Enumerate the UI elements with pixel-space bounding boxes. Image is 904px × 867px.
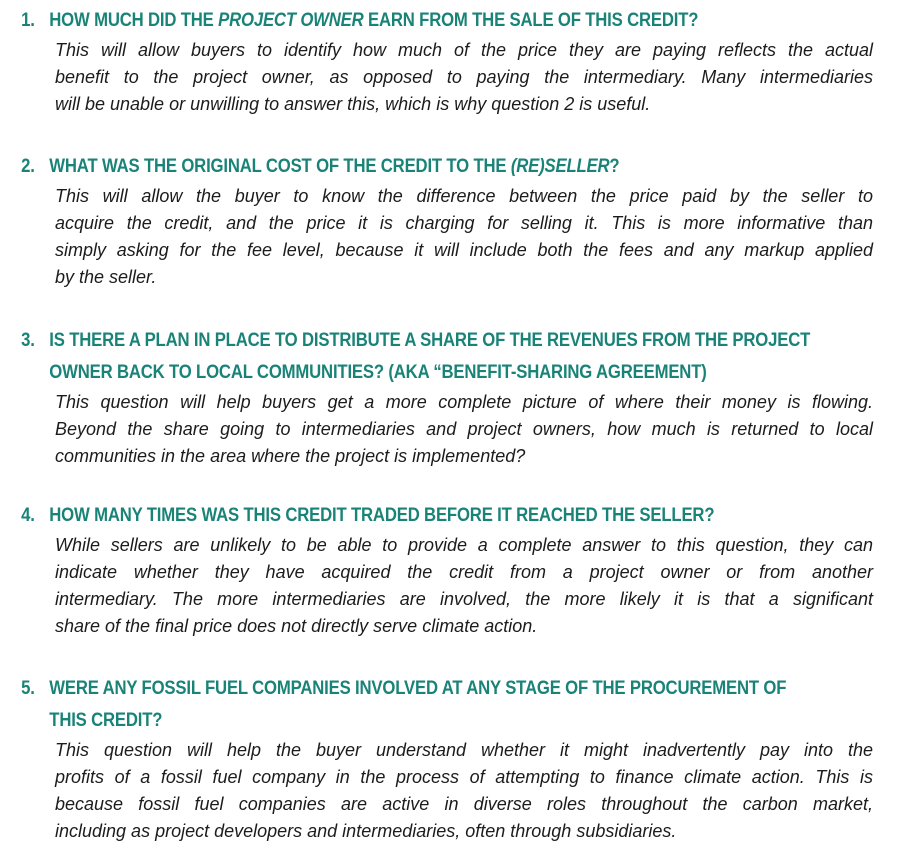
question-4-heading: 4. HOW MANY TIMES WAS THIS CREDIT TRADED BEFORE IT REACHED THE SELLER? — [0, 500, 796, 532]
question-5-number: 5. — [21, 678, 35, 699]
question-3-body: This question will help buyers get a more complete picture of where their money is flowing. Beyond the share going to intermediaries and project owners, how much is returned to local communities in the area where the project is implemented? — [55, 392, 873, 466]
question-4-number: 4. — [21, 505, 35, 526]
question-5 — [0, 673, 904, 845]
project-owner-emphasis: PROJECT OWNER — [218, 10, 364, 31]
reseller-emphasis: (RE)SELLER — [510, 156, 610, 177]
question-4-body: While sellers are unlikely to be able to provide a complete answer to this question, they can indicate whether they have acquired the credit from a project owner or from another intermediary. The more intermediaries are involved, the more likely it is that a significant share of the final price does not directly serve climate action. — [55, 535, 873, 636]
question-1-body: This will allow buyers to identify how much of the price they are paying reflects the actual benefit to the project owner, as opposed to paying the intermediary. Many intermediaries will be unable or unwilling to answer this, which is why question 2 is useful. — [55, 40, 873, 114]
question-5-heading: 5. WERE ANY FOSSIL FUEL COMPANIES INVOLVED AT ANY STAGE OF THE PROCUREMENT OF THIS CREDIT? — [0, 673, 796, 737]
question-2-body: This will allow the buyer to know the difference between the price paid by the seller to acquire the credit, and the price it is charging for selling it. This is more informative than simply asking for the fee level, because it will include both the fees and any markup applied by the seller. — [55, 186, 873, 287]
question-1-number: 1. — [21, 10, 35, 31]
question-2 — [0, 151, 904, 291]
question-3-heading: 3. IS THERE A PLAN IN PLACE TO DISTRIBUTE A SHARE OF THE REVENUES FROM THE PROJECT OWNER BACK TO LOCAL COMMUNITIES? (AKA “BENEFIT-SHARING AGREEMENT) — [0, 325, 796, 389]
question-2-number: 2. — [21, 156, 35, 177]
question-1-heading: 1. HOW MUCH DID THE PROJECT OWNER EARN FROM THE SALE OF THIS CREDIT? — [0, 5, 796, 37]
question-3-number: 3. — [21, 330, 35, 351]
question-2-heading: 2. WHAT WAS THE ORIGINAL COST OF THE CREDIT TO THE (RE)SELLER? — [0, 151, 796, 183]
question-3 — [0, 325, 904, 470]
question-4 — [0, 500, 904, 640]
question-1 — [0, 5, 904, 118]
question-5-body: This question will help the buyer understand whether it might inadvertently pay into the profits of a fossil fuel company in the process of attempting to finance climate action. This is because fossil fuel companies are active in diverse roles throughout the carbon market, including as project developers and intermediaries, often through subsidiaries. — [55, 740, 873, 841]
